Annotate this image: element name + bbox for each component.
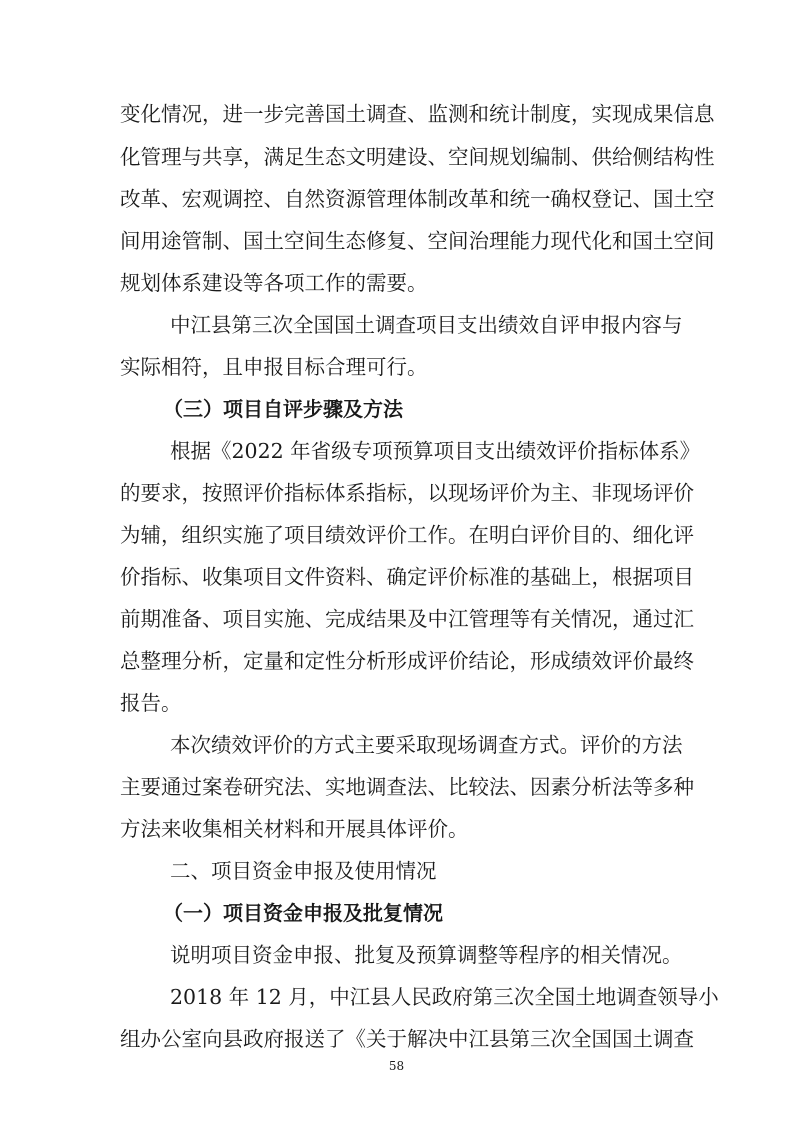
body-text-line: 为辅，组织实施了项目绩效评价工作。在明白评价目的、细化评	[120, 523, 694, 547]
body-text-line: 改革、宏观调控、自然资源管理体制改革和统一确权登记、国土空	[120, 187, 715, 211]
body-text-line: 间用途管制、国土空间生态修复、空间治理能力现代化和国土空间	[120, 229, 715, 253]
body-text-line: 实际相符，且申报目标合理可行。	[120, 355, 428, 379]
body-text-line: 中江县第三次全国国土调查项目支出绩效自评申报内容与	[170, 313, 683, 337]
body-text-line: 报告。	[120, 691, 182, 715]
subsection-heading: （一）项目资金申报及批复情况	[163, 901, 443, 925]
body-text-line: 总整理分析，定量和定性分析形成评价结论，形成绩效评价最终	[120, 649, 694, 673]
body-text-line: 规划体系建设等各项工作的需要。	[120, 271, 428, 295]
body-text-line: 的要求，按照评价指标体系指标，以现场评价为主、非现场评价	[120, 481, 694, 505]
body-text-line: 本次绩效评价的方式主要采取现场调查方式。评价的方法	[170, 733, 683, 757]
body-text-line: 2018 年 12 月，中江县人民政府第三次全国土地调查领导小	[170, 985, 719, 1009]
page-number: 58	[388, 1059, 405, 1073]
part-heading: 二、项目资金申报及使用情况	[170, 859, 437, 883]
body-text-line: 化管理与共享，满足生态文明建设、空间规划编制、供给侧结构性	[120, 145, 715, 169]
body-text-line: 根据《2022 年省级专项预算项目支出绩效评价指标体系》	[170, 439, 701, 463]
body-text-line: 说明项目资金申报、批复及预算调整等程序的相关情况。	[170, 943, 683, 967]
body-text-line: 价指标、收集项目文件资料、确定评价标准的基础上，根据项目	[120, 565, 694, 589]
body-text-line: 方法来收集相关材料和开展具体评价。	[120, 817, 469, 841]
body-text-line: 主要通过案卷研究法、实地调查法、比较法、因素分析法等多种	[120, 775, 694, 799]
body-text-line: 组办公室向县政府报送了《关于解决中江县第三次全国国土调查	[120, 1027, 694, 1051]
section-heading: （三）项目自评步骤及方法	[163, 397, 403, 421]
body-text-line: 前期准备、项目实施、完成结果及中江管理等有关情况，通过汇	[120, 607, 694, 631]
body-text-line: 变化情况，进一步完善国土调查、监测和统计制度，实现成果信息	[120, 102, 715, 126]
